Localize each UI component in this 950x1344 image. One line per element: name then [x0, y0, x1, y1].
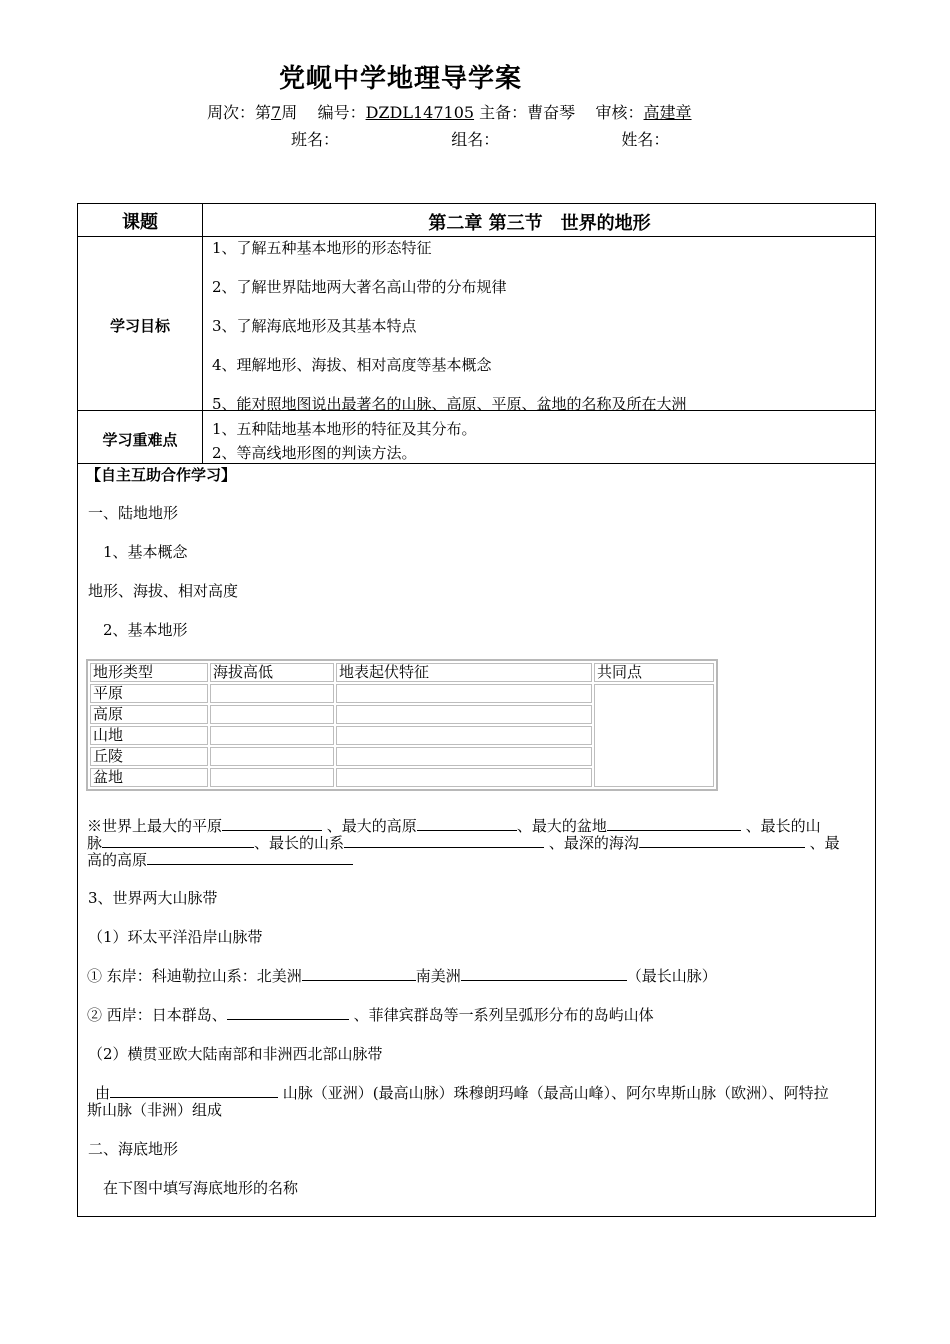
- largest-text: 、最大的盆地: [516, 817, 607, 835]
- fill-blank[interactable]: [302, 966, 416, 981]
- name-label: 姓名：: [621, 130, 670, 149]
- fill-blank[interactable]: [102, 833, 254, 848]
- table-cell[interactable]: [336, 684, 592, 703]
- table-cell[interactable]: [336, 747, 592, 766]
- landform-table: [86, 659, 718, 791]
- table-row: [90, 684, 714, 703]
- section-header: 【自主互助合作学习】: [86, 466, 237, 484]
- subsection-heading: 3、世界两大山脉带: [88, 889, 218, 907]
- largest-text: 、最长的山: [745, 817, 821, 835]
- code-label: 编号：: [317, 103, 366, 122]
- topic-label: 课题: [122, 212, 158, 233]
- code-value: DZDL147105: [365, 103, 475, 122]
- week-number: 7: [271, 103, 282, 122]
- fill-blank[interactable]: [344, 833, 544, 848]
- author-label: 主备：曹奋琴: [479, 103, 576, 122]
- reviewer-name: 高建章: [643, 103, 692, 122]
- objective-item: 2、了解世界陆地两大著名高山带的分布规律: [212, 278, 507, 296]
- fill-blank[interactable]: [639, 833, 805, 848]
- east-text: ① 东岸：科迪勒拉山系：北美洲: [87, 967, 302, 985]
- belt2-text: 由: [95, 1084, 111, 1102]
- objective-item: 1、了解五种基本地形的形态特征: [212, 239, 432, 257]
- table-header-row: [90, 663, 714, 682]
- belt2-text: 斯山脉（非洲）组成: [87, 1101, 223, 1119]
- topic-value: 第二章 第三节 世界的地形: [428, 213, 651, 234]
- divider: [77, 236, 876, 237]
- east-text: 南美洲: [415, 967, 461, 985]
- table-cell[interactable]: [336, 705, 592, 724]
- table-cell[interactable]: [210, 768, 334, 787]
- belt2-text: 山脉（亚洲）(最高山脉）珠穆朗玛峰（最高山峰）、阿尔卑斯山脉（欧洲）、阿特拉: [282, 1084, 829, 1102]
- table-header-cell: 海拔高低: [210, 663, 334, 682]
- section-heading: 二、海底地形: [88, 1140, 179, 1158]
- key-point-item: 1、五种陆地基本地形的特征及其分布。: [212, 420, 477, 438]
- largest-line-3: [87, 849, 353, 870]
- key-points-label: 学习重难点: [102, 431, 178, 449]
- week-suffix: 周: [281, 103, 298, 122]
- landform-name: 山地: [90, 726, 208, 745]
- table-cell[interactable]: [210, 726, 334, 745]
- objective-item: 3、了解海底地形及其基本特点: [212, 317, 417, 335]
- objective-item: 5、能对照地图说出最著名的山脉、高原、平原、盆地的名称及所在大洲: [212, 395, 687, 413]
- key-point-item: 2、等高线地形图的判读方法。: [212, 444, 417, 462]
- largest-text: 高的高原: [87, 851, 148, 869]
- largest-text: 、最: [809, 834, 840, 852]
- east-text: （最长山脉）: [626, 967, 717, 985]
- west-coast-line: [87, 1004, 654, 1025]
- table-header-cell: 地形类型: [90, 663, 208, 682]
- fill-blank[interactable]: [417, 816, 517, 831]
- meta-line: [207, 100, 692, 123]
- belt-heading: （1）环太平洋沿岸山脉带: [88, 928, 263, 946]
- concepts-text: 地形、海拔、相对高度: [88, 582, 239, 600]
- largest-text: 脉: [87, 834, 103, 852]
- subsection-heading: 1、基本概念: [103, 543, 188, 561]
- subsection-heading: 2、基本地形: [103, 621, 188, 639]
- landform-name: 高原: [90, 705, 208, 724]
- table-cell[interactable]: [336, 726, 592, 745]
- group-label: 组名：: [451, 130, 500, 149]
- table-cell[interactable]: [210, 684, 334, 703]
- table-header-cell: 共同点: [594, 663, 714, 682]
- fill-blank[interactable]: [222, 816, 322, 831]
- column-divider: [202, 203, 203, 463]
- table-cell[interactable]: [210, 705, 334, 724]
- week-label: 周次：第: [207, 103, 272, 122]
- common-points-cell[interactable]: [594, 684, 714, 787]
- table-cell[interactable]: [336, 768, 592, 787]
- page-title: 党岘中学地理导学案: [279, 64, 523, 94]
- objectives-label: 学习目标: [109, 317, 170, 335]
- instruction-text: 在下图中填写海底地形的名称: [103, 1179, 299, 1197]
- largest-text: 、最长的山系: [254, 834, 345, 852]
- fill-blank[interactable]: [110, 1083, 278, 1098]
- section-heading: 一、陆地地形: [88, 504, 179, 522]
- belt-heading: （2）横贯亚欧大陆南部和非洲西北部山脉带: [88, 1045, 383, 1063]
- west-text: 、菲律宾群岛等一系列呈弧形分布的岛屿山体: [353, 1006, 654, 1024]
- landform-name: 平原: [90, 684, 208, 703]
- objective-item: 4、理解地形、海拔、相对高度等基本概念: [212, 356, 492, 374]
- largest-text: ※世界上最大的平原: [87, 817, 223, 835]
- largest-text: 、最深的海沟: [548, 834, 639, 852]
- fill-blank[interactable]: [147, 850, 353, 865]
- fill-blank[interactable]: [607, 816, 741, 831]
- fill-blank[interactable]: [461, 966, 627, 981]
- table-cell[interactable]: [210, 747, 334, 766]
- east-coast-line: [87, 965, 717, 986]
- west-text: ② 西岸：日本群岛、: [87, 1006, 227, 1024]
- landform-name: 盆地: [90, 768, 208, 787]
- student-info-line: [291, 127, 669, 150]
- review-label: 审核：: [595, 103, 644, 122]
- table-header-cell: 地表起伏特征: [336, 663, 592, 682]
- largest-text: 、最大的高原: [326, 817, 417, 835]
- class-label: 班名：: [291, 130, 340, 149]
- fill-blank[interactable]: [227, 1005, 349, 1020]
- landform-name: 丘陵: [90, 747, 208, 766]
